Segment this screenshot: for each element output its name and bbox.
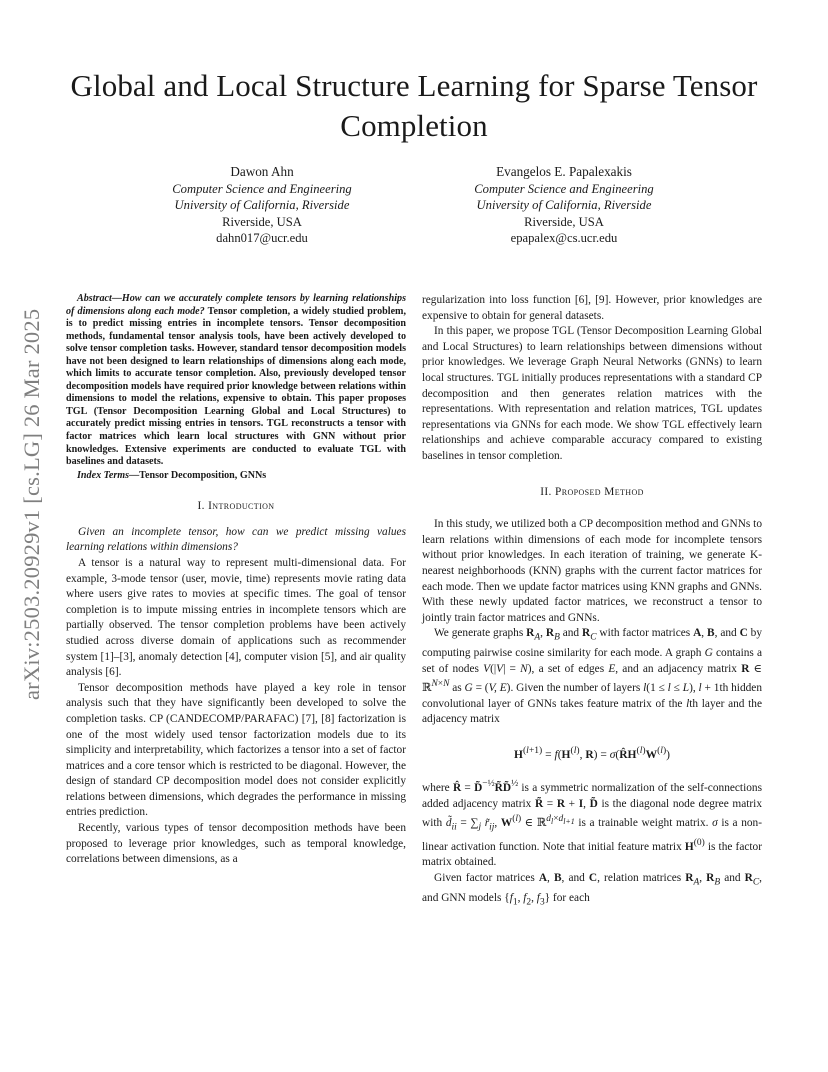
- author-location: Riverside, USA: [222, 214, 302, 229]
- intro-paragraph-3-continued: regularization into loss function [6], [9]. However, prior knowledges are expensive to obtain for general datasets.: [422, 294, 762, 322]
- abstract-body: Tensor completion, a widely studied problem, is to predict missing entries in incomplete tensors. Tensor decomposition methods, fundamental tensor analysis tools, have been actively developed to solve tensor completion tasks. However, standard tensor decomposition models have not been designed to learn relationships of dimensions along each mode, which limits to accurate tensor completion. Also, previously developed tensor decomposition models have required prior knowledge between relations within dimensions to model the relations, expensive to obtain. This paper proposes TGL (Tensor Decomposition Learning Global and Local Structures) to accurately predict missing entries in tensors. TGL reconstructs a tensor with factor matrices which learn local structures with GNN without prior knowledges. Extensive experiments are conducted to evaluate TGL with baselines and datasets.: [66, 305, 406, 468]
- author-university: University of California, Riverside: [174, 198, 350, 213]
- left-column: [66, 293, 406, 868]
- intro-paragraph-4: In this paper, we propose TGL (Tensor Decomposition Learning Global and Local Structures) to learn relationships between dimensions without prior knowledges. We leverage Graph Neural Networks (GNNs) to learn local structures. TGL initially produces representations with a standard CP decomposition and then generates relation matrices with the representations. With representation and relation matrices, TGL updates representations via GNNs for each mode. We show TGL effectively learn relationships and achieve comparable accuracy compared to existing baselines in tensor completion.: [422, 325, 762, 462]
- abstract-question: How can we accurately complete tensors by learning relationships of dimensions along each mode?: [66, 293, 406, 317]
- index-terms-lead: Index Terms: [77, 469, 130, 481]
- intro-question: Given an incomplete tensor, how can we predict missing values learning relations within dimensions?: [66, 525, 406, 554]
- method-paragraph-1: In this study, we utilized both a CP decomposition method and GNNs to learn relations within dimensions of each mode for incomplete tensors without prior knowledges. In each iteration of training, we generate K-nearest neighborhoods (KNN) graphs with the current factor matrices for each mode. Then we update factor matrices using KNN graphs and GNNs. With these newly updated factor matrices, we reconstruct a tensor to jointly train factor matrices and GNNs.: [422, 518, 762, 624]
- right-column: [422, 293, 762, 911]
- author-location: Riverside, USA: [524, 214, 604, 229]
- section-heading-introduction: I. Introduction: [197, 500, 275, 513]
- intro-paragraph-2: Tensor decomposition methods have played a key role in tensor analysis such that they have significantly been developed to solve the completion tasks. CP (CANDECOMP/PARAFAC) [7], [8] factorization is one of the most widely used tensor factorization models due to its simplicity and interpretability, which factorizes a tensor into a set of factor matrices and a core tensor which is restricted to be diagonal. However, the design of standard CP decomposition model does not consider explicitly relations between dimensions, which degrades the performance in missing entries prediction.: [66, 681, 406, 819]
- abstract: Abstract—How can we accurately complete tensors by learning relationships of dimensions along each mode? Tensor completion, a widely studied problem, is to predict missing entries in incomplete tensors. Tensor decomposition methods, fundamental tensor analysis tools, have been actively developed to solve tensor completion tasks. However, standard tensor decomposition models have not been designed to learn relationships of dimensions along each mode, which limits to accurate tensor completion. Also, previously developed tensor decomposition models have required prior knowledge between relations within dimensions to model the relations, expensive to obtain. This paper proposes TGL (Tensor Decomposition Learning Global and Local Structures) to accurately predict missing entries in tensors. TGL reconstructs a tensor with factor matrices which learn local structures with GNN without prior knowledges. Extensive experiments are conducted to evaluate TGL with baselines and datasets.: [66, 293, 406, 468]
- paper-title: Global and Local Structure Learning for Sparse Tensor Completion: [70, 68, 758, 143]
- method-paragraph-4: Given factor matrices A, B, and C, relation matrices $R_A$, $R_B$ and $R_C$, and GNN models {$f_1$, $f_2$, $f_3$} for each: [422, 871, 763, 908]
- author-university: University of California, Riverside: [476, 198, 652, 213]
- index-terms: Index Terms—Tensor Decomposition, GNNs: [77, 469, 267, 481]
- abstract-lead: Abstract: [77, 293, 112, 304]
- author-name: Evangelos E. Papalexakis: [496, 164, 632, 179]
- section-heading-method: II. Proposed Method: [540, 485, 644, 498]
- author-name: Dawon Ahn: [230, 164, 294, 179]
- intro-paragraph-3: Recently, various types of tensor decomposition methods have been proposed to leverage prior knowledges, such as temporal knowledge, correlations between dimensions, as a: [66, 822, 406, 866]
- equation-gnn-update: $H^{(l+1)} = f(H^{(l)}$, $R) = \sigma(R̂H^{(l)}W^{(l)})$: [514, 744, 670, 761]
- author-email[interactable]: dahn017@ucr.edu: [216, 231, 308, 246]
- intro-paragraph-1: A tensor is a natural way to represent multi-dimensional data. For example, 3-mode tensor (user, movie, time) represents movie rating data where users give rates to movies at specific times. The goal of tensor completion is to impute missing entries in incomplete tensors which are partially observed. The tensor completion problems have been actively studied across diverse domain of applications such as recommender system [1]–[3], anomaly detection [4], computer vision [5], and air quality analysis [6].: [66, 556, 406, 679]
- arxiv-stamp[interactable]: arXiv:2503.20929v1 [cs.LG] 26 Mar 2025: [19, 308, 44, 700]
- method-paragraph-2: We generate graphs $R_A$, $R_B$ and $R_C$ with factor matrices A, B, and C by computing pairwise cosine similarity for each mode. A graph G contains a set of nodes V(|V| = N), a set of edges E, and an adjacency matrix R ∈ ℝ$^{N\times N}$ as G = (V, E). Given the number of layers l(1 ≤ l ≤ L), l + 1th hidden convolutional layer of GNNs takes feature matrix of the lth layer and the adjacency matrix: [422, 627, 763, 726]
- author-dept: Computer Science and Engineering: [474, 181, 654, 196]
- author-block-1: [112, 164, 412, 247]
- author-dept: Computer Science and Engineering: [172, 181, 352, 196]
- index-terms-body: Tensor Decomposition, GNNs: [139, 469, 267, 481]
- author-block-2: [414, 164, 714, 247]
- method-paragraph-3: where R̂ = D̃$^{-\frac{1}{2}}$R̃D̃$^{\frac{1}{2}}$ is a symmetric normalization of the self-connections added adjacency matrix R̃ = R + I, D̃ is the diagonal node degree matrix with $d̃_{ii} = \sum_j$ $r̃_{ij}$, $W^{(l)}$ ∈ ℝ$^{d_l\times d_{l+1}}$ is a trainable weight matrix. σ is a non-linear activation function. Note that initial feature matrix $H^{(0)}$ is the factor matrix obtained.: [422, 779, 763, 869]
- author-email[interactable]: epapalex@cs.ucr.edu: [510, 231, 618, 246]
